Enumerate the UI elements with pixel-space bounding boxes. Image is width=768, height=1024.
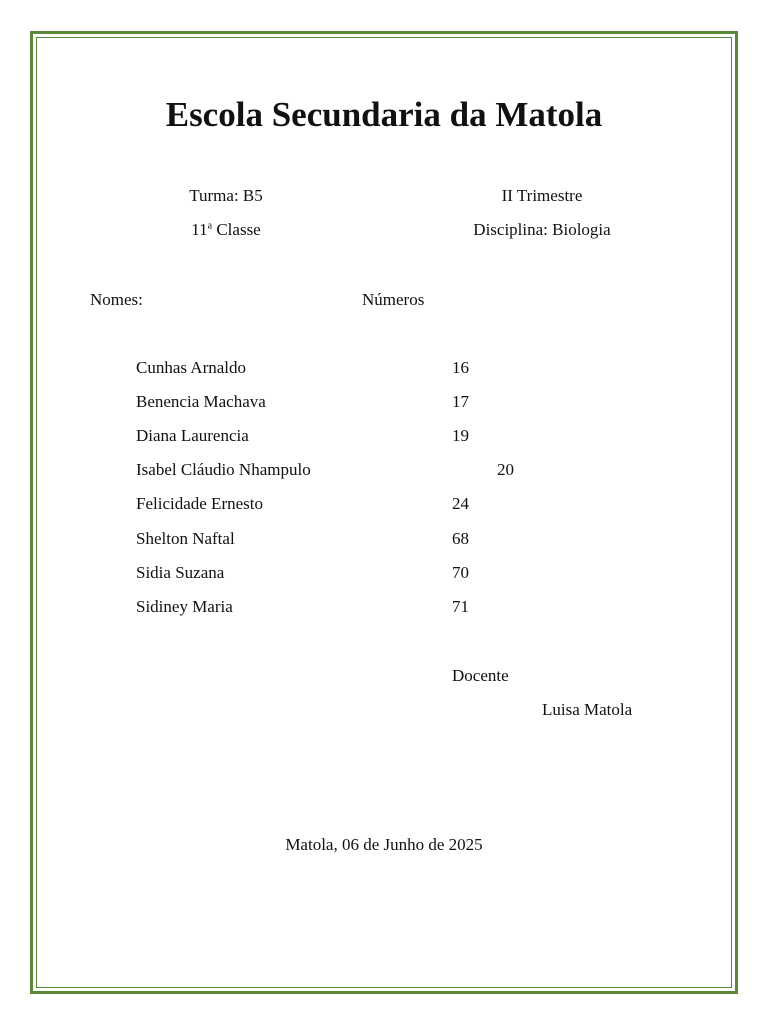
turma-label: Turma: B5 [189,186,263,205]
docente-name: Luisa Matola [542,700,633,719]
student-number: 20 [497,460,514,479]
student-number: 19 [452,426,469,445]
student-name: Shelton Naftal [136,529,235,548]
student-name: Sidiney Maria [136,597,233,616]
student-name: Diana Laurencia [136,426,249,445]
page-title: Escola Secundaria da Matola [165,95,603,134]
student-name: Felicidade Ernesto [136,494,263,513]
student-name: Sidia Suzana [136,563,225,582]
trimestre-label: II Trimestre [501,186,583,205]
nomes-header: Nomes: [90,290,143,309]
classe-number: 11 [191,220,208,239]
student-number: 71 [452,597,469,616]
docente-label: Docente [452,666,509,685]
date-line: Matola, 06 de Junho de 2025 [285,835,483,854]
classe-label [126,220,326,240]
student-name: Benencia Machava [136,392,266,411]
classe-ordinal: a [207,220,213,232]
student-name: Isabel Cláudio Nhampulo [136,460,311,479]
student-name: Cunhas Arnaldo [136,358,247,377]
disciplina-label: Disciplina: Biologia [473,220,611,239]
classe-text: Classe [212,220,261,239]
student-number: 17 [452,392,469,411]
student-number: 24 [452,494,469,513]
student-number: 16 [452,358,469,377]
student-number: 68 [452,529,469,548]
numeros-header: Números [362,290,425,309]
student-number: 70 [452,563,469,582]
